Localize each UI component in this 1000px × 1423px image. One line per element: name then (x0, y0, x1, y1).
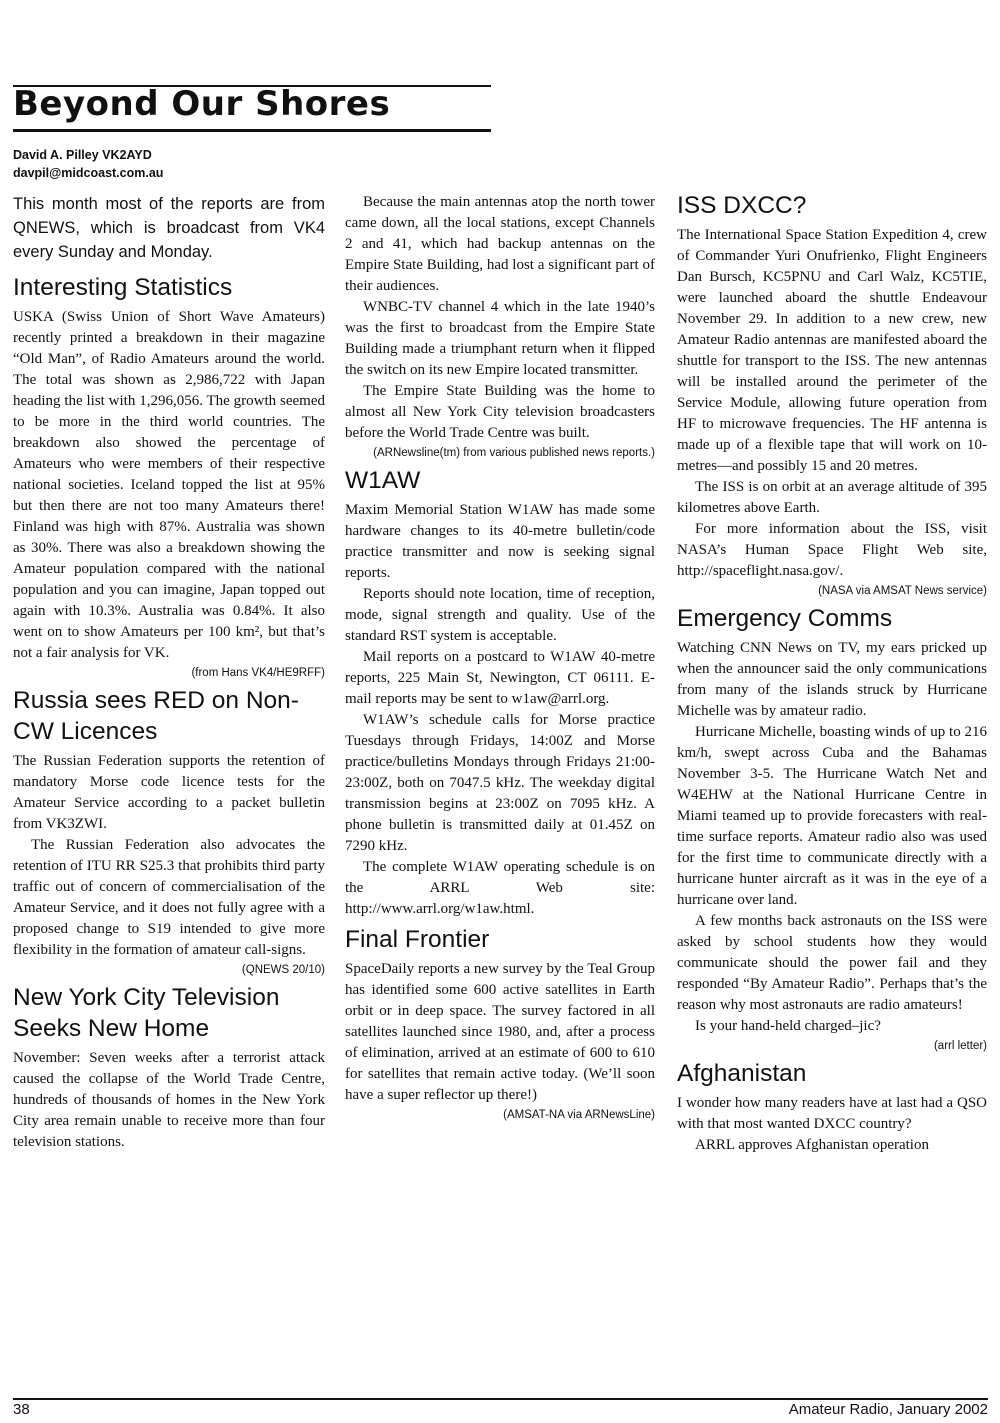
article-heading: Final Frontier (345, 926, 490, 953)
column-title: Beyond Our Shores (13, 84, 391, 124)
article-paragraph: The ISS is on orbit at an average altitude of 395 kilometres above Earth. (677, 479, 987, 516)
article-paragraph: Because the main antennas atop the north tower came down, all the local stations, except Channels 2 and 41, which had backup antennas on the Empire State Building, had lost a significant part of their audiences. (345, 194, 655, 294)
column-1 (13, 192, 325, 1153)
article-heading: New York City Television Seeks New Home (13, 984, 280, 1042)
article-paragraph: For more information about the ISS, visit NASA’s Human Space Flight Web site, http://spaceflight.nasa.gov/. (677, 521, 987, 579)
article-credit: (AMSAT-NA via ARNewsLine) (503, 1109, 655, 1121)
author-email: davpil@midcoast.com.au (13, 166, 164, 180)
article-credit: (NASA via AMSAT News service) (818, 585, 987, 597)
article-paragraph: Is your hand-held charged–jic? (695, 1018, 881, 1034)
article-paragraph: Watching CNN News on TV, my ears pricked up when the announcer said the only communications from many of the islands struck by Hurricane Michelle was by amateur radio. (677, 640, 987, 719)
page-number: 38 (13, 1401, 30, 1418)
article-paragraph: Maxim Memorial Station W1AW has made some hardware changes to its 40-metre bulletin/code practice transmitter and now is seeking signal reports. (345, 502, 655, 581)
article-heading: ISS DXCC? (677, 192, 807, 219)
author-name: David A. Pilley VK2AYD (13, 148, 152, 162)
intro-text: This month most of the reports are from QNEWS, which is broadcast from VK4 every Sunday and Monday. (13, 195, 325, 261)
article-paragraph: Reports should note location, time of reception, mode, signal strength and quality. Use of the standard RST system is acceptable. (345, 586, 655, 644)
article-paragraph: ARRL approves Afghanistan operation (695, 1137, 929, 1153)
byline (13, 146, 163, 182)
article-paragraph: November: Seven weeks after a terrorist attack caused the collapse of the World Trade Centre, hundreds of thousands of homes in the New York City area remain unable to receive more than four television stations. (13, 1050, 325, 1150)
article-heading: Emergency Comms (677, 605, 893, 632)
article-paragraph: The Empire State Building was the home to almost all New York City television broadcasters before the World Trade Centre was built. (345, 383, 655, 441)
article-heading: Russia sees RED on Non-CW Licences (13, 687, 299, 745)
article-paragraph: I wonder how many readers have at last had a QSO with that most wanted DXCC country? (677, 1095, 987, 1132)
article-paragraph: WNBC-TV channel 4 which in the late 1940’s was the first to broadcast from the Empire State Building made a triumphant return when it flipped the switch on its new Empire located transmitter. (345, 299, 655, 378)
column-2 (345, 192, 655, 1126)
footer-rule (13, 1398, 988, 1400)
article-paragraph: USKA (Swiss Union of Short Wave Amateurs) recently printed a breakdown in their magazine “Old Man”, of Radio Amateurs around the world. The total was shown as 2,986,722 with Japan heading the list with 1,296,056. The growth seemed to be more in the third world countries. The breakdown also showed the percentage of Amateurs who were members of their respective national societies. Iceland topped the list at 95% but then there are not too many Amateurs there! Finland was high with 87%. Australia was shown as 30%. There was also a breakdown showing the Amateur population compared with the national population and you can imagine, Japan topped out again with 10.3%. Australia was 0.84%. It also went on to show Amateurs per 100 km², but that’s not a fair analysis for VK. (13, 309, 325, 661)
article-credit: (QNEWS 20/10) (241, 964, 325, 976)
column-3 (677, 190, 987, 1156)
article-heading: Interesting Statistics (13, 274, 233, 301)
publication-footer: Amateur Radio, January 2002 (788, 1401, 988, 1418)
title-underline (13, 129, 491, 132)
article-paragraph: The International Space Station Expedition 4, crew of Commander Yuri Onufrienko, Flight Engineers Dan Bursch, KC5PNU and Carl Walz, KC5TIE, were launched aboard the shuttle Endeavour November 29. In addition to a new crew, new Amateur Radio antennas are manifested aboard the shuttle for transport to the ISS. The new antennas will be installed around the perimeter of the Service Module, allowing future operation from HF to microwave frequencies. The HF antenna is made up of a flexible tape that will work on 10-metres—and possibly 15 and 20 metres. (677, 227, 987, 474)
article-paragraph: Hurricane Michelle, boasting winds of up to 216 km/h, swept across Cuba and the Bahamas November 3-5. The Hurricane Watch Net and W4EHW at the National Hurricane Centre in Miami teamed up to provide forecasters with real-time surface reports. Amateur radio also was used for the first time to communicate directly with a hurricane hunter aircraft as it was in the eye of a hurricane over land. (677, 724, 987, 908)
article-paragraph: A few months back astronauts on the ISS were asked by school students how they would communicate should the power fail and they responded “By Amateur Radio”. Perhaps that’s the reason why most astronauts are radio amateurs! (677, 913, 987, 1013)
article-credit: (arrl letter) (933, 1040, 987, 1052)
article-credit: (from Hans VK4/HE9RFF) (191, 667, 325, 679)
article-paragraph: The Russian Federation supports the retention of mandatory Morse code licence tests for the Amateur Service according to a packet bulletin from VK3ZWI. (13, 753, 325, 832)
article-paragraph: Mail reports on a postcard to W1AW 40-metre reports, 225 Main St, Newington, CT 06111. E-mail reports may be sent to w1aw@arrl.org. (345, 649, 655, 707)
article-heading: W1AW (345, 467, 421, 494)
article-paragraph: The complete W1AW operating schedule is on the ARRL Web site: http://www.arrl.org/w1aw.html. (345, 859, 655, 917)
article-heading: Afghanistan (677, 1060, 807, 1087)
article-credit: (ARNewsline(tm) from various published news reports.) (373, 447, 655, 459)
article-paragraph: SpaceDaily reports a new survey by the Teal Group has identified some 600 active satellites in Earth orbit or in deep space. The survey factored in all satellites launched since 1980, and, after a process of elimination, arrived at an estimate of 600 to 610 for satellites that remain active today. (We’ll soon have a super reflector up there!) (345, 961, 655, 1103)
article-paragraph: W1AW’s schedule calls for Morse practice Tuesdays through Fridays, 14:00Z and Morse practice/bulletins Mondays through Fridays 21:00-23:00Z, both on 7047.5 kHz. The weekday digital transmission begins at 23:00Z on 7095 kHz. A phone bulletin is transmitted daily at 01.45Z on 7290 kHz. (345, 712, 655, 854)
article-paragraph: The Russian Federation also advocates the retention of ITU RR S25.3 that prohibits third party traffic out of concern of commercialisation of the Amateur Service, and it does not fully agree with a proposed change to S19 intended to give more flexibility in the formation of amateur call-signs. (13, 837, 325, 958)
